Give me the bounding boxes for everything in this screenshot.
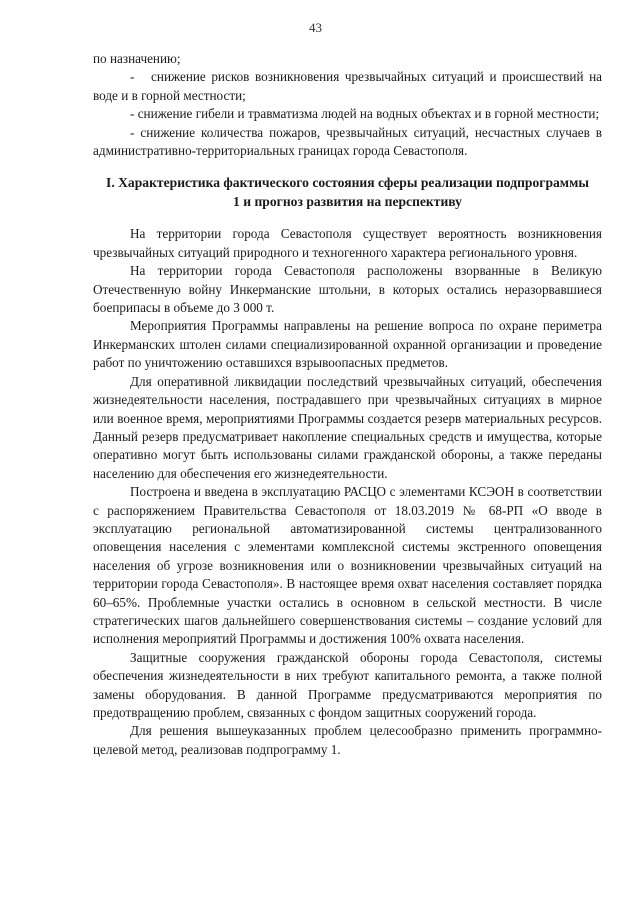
intro-bullet: - снижение гибели и травматизма людей на водных объектах и в горной местности; bbox=[130, 106, 600, 122]
body-paragraph: Для решения вышеуказанных проблем целесообразно применить программно-целевой метод, реализовав подпрограмму 1. bbox=[93, 723, 602, 757]
section-heading: I. Характеристика фактического состояния сферы реализации подпрограммы 1 и прогноз развития на перспективу bbox=[106, 175, 589, 210]
body-paragraph: Для оперативной ликвидации последствий чрезвычайных ситуаций, обеспечения жизнедеятельности населения, пострадавшего при чрезвычайных ситуациях в мирное или военное время, мероприятиями Программы создается резерв материальных ресурсов. Данный резерв предусматривает накопление специальных средств и имущества, которые оперативно могут быть использованы силами гражданской обороны, а также переданы населению для обеспечения его жизнедеятельности. bbox=[93, 373, 602, 481]
page-number: 43 bbox=[309, 20, 322, 35]
intro-bullet: - снижение количества пожаров, чрезвычайных ситуаций, несчастных случаев в административно-территориальных границах города Севастополя. bbox=[93, 124, 602, 159]
body-paragraph: На территории города Севастополя существует вероятность возникновения чрезвычайных ситуаций природного и техногенного характера регионального уровня. bbox=[93, 226, 602, 260]
body-paragraph: Мероприятия Программы направлены на решение вопроса по охране периметра Инкерманских штолен силами специализированной охранной организации и проведение работ по уничтожению оставшихся взрывоопасных предметов. bbox=[93, 318, 602, 371]
intro-line: по назначению; bbox=[93, 51, 181, 66]
body-paragraph: На территории города Севастополя расположены взорванные в Великую Отечественную войну Инкерманские штольни, в которых остались неразорвавшиеся боеприпасы в объеме до 3 000 т. bbox=[93, 263, 602, 316]
intro-bullet: - снижение рисков возникновения чрезвычайных ситуаций и происшествий на воде и в горной местности; bbox=[93, 69, 602, 103]
body-paragraph: Защитные сооружения гражданской обороны города Севастополя, системы обеспечения жизнедеятельности в них требуют капитального ремонта, а также полной замены оборудования. В данной Программе предусматриваются мероприятия по предотвращению проблем, связанных с фондом защитных сооружений города. bbox=[93, 649, 602, 720]
body-paragraph: Построена и введена в эксплуатацию РАСЦО с элементами КСЭОН в соответствии с распоряжением Правительства Севастополя от 18.03.2019 № 68-РП «О вводе в эксплуатацию региональной автоматизированной системы централизованного оповещения населения с элементами комплексной системы экстренного оповещения населения об угрозе возникновения или о возникновении чрезвычайных ситуаций на территории города Севастополя». В настоящее время охват населения составляет порядка 60–65%. Проблемные участки остались в основном в сельской местности. В числе стратегических шагов дальнейшего совершенствования системы – создание условий для исполнения мероприятий Программы и достижения 100% охвата населения. bbox=[93, 484, 602, 647]
document-body bbox=[93, 50, 602, 759]
